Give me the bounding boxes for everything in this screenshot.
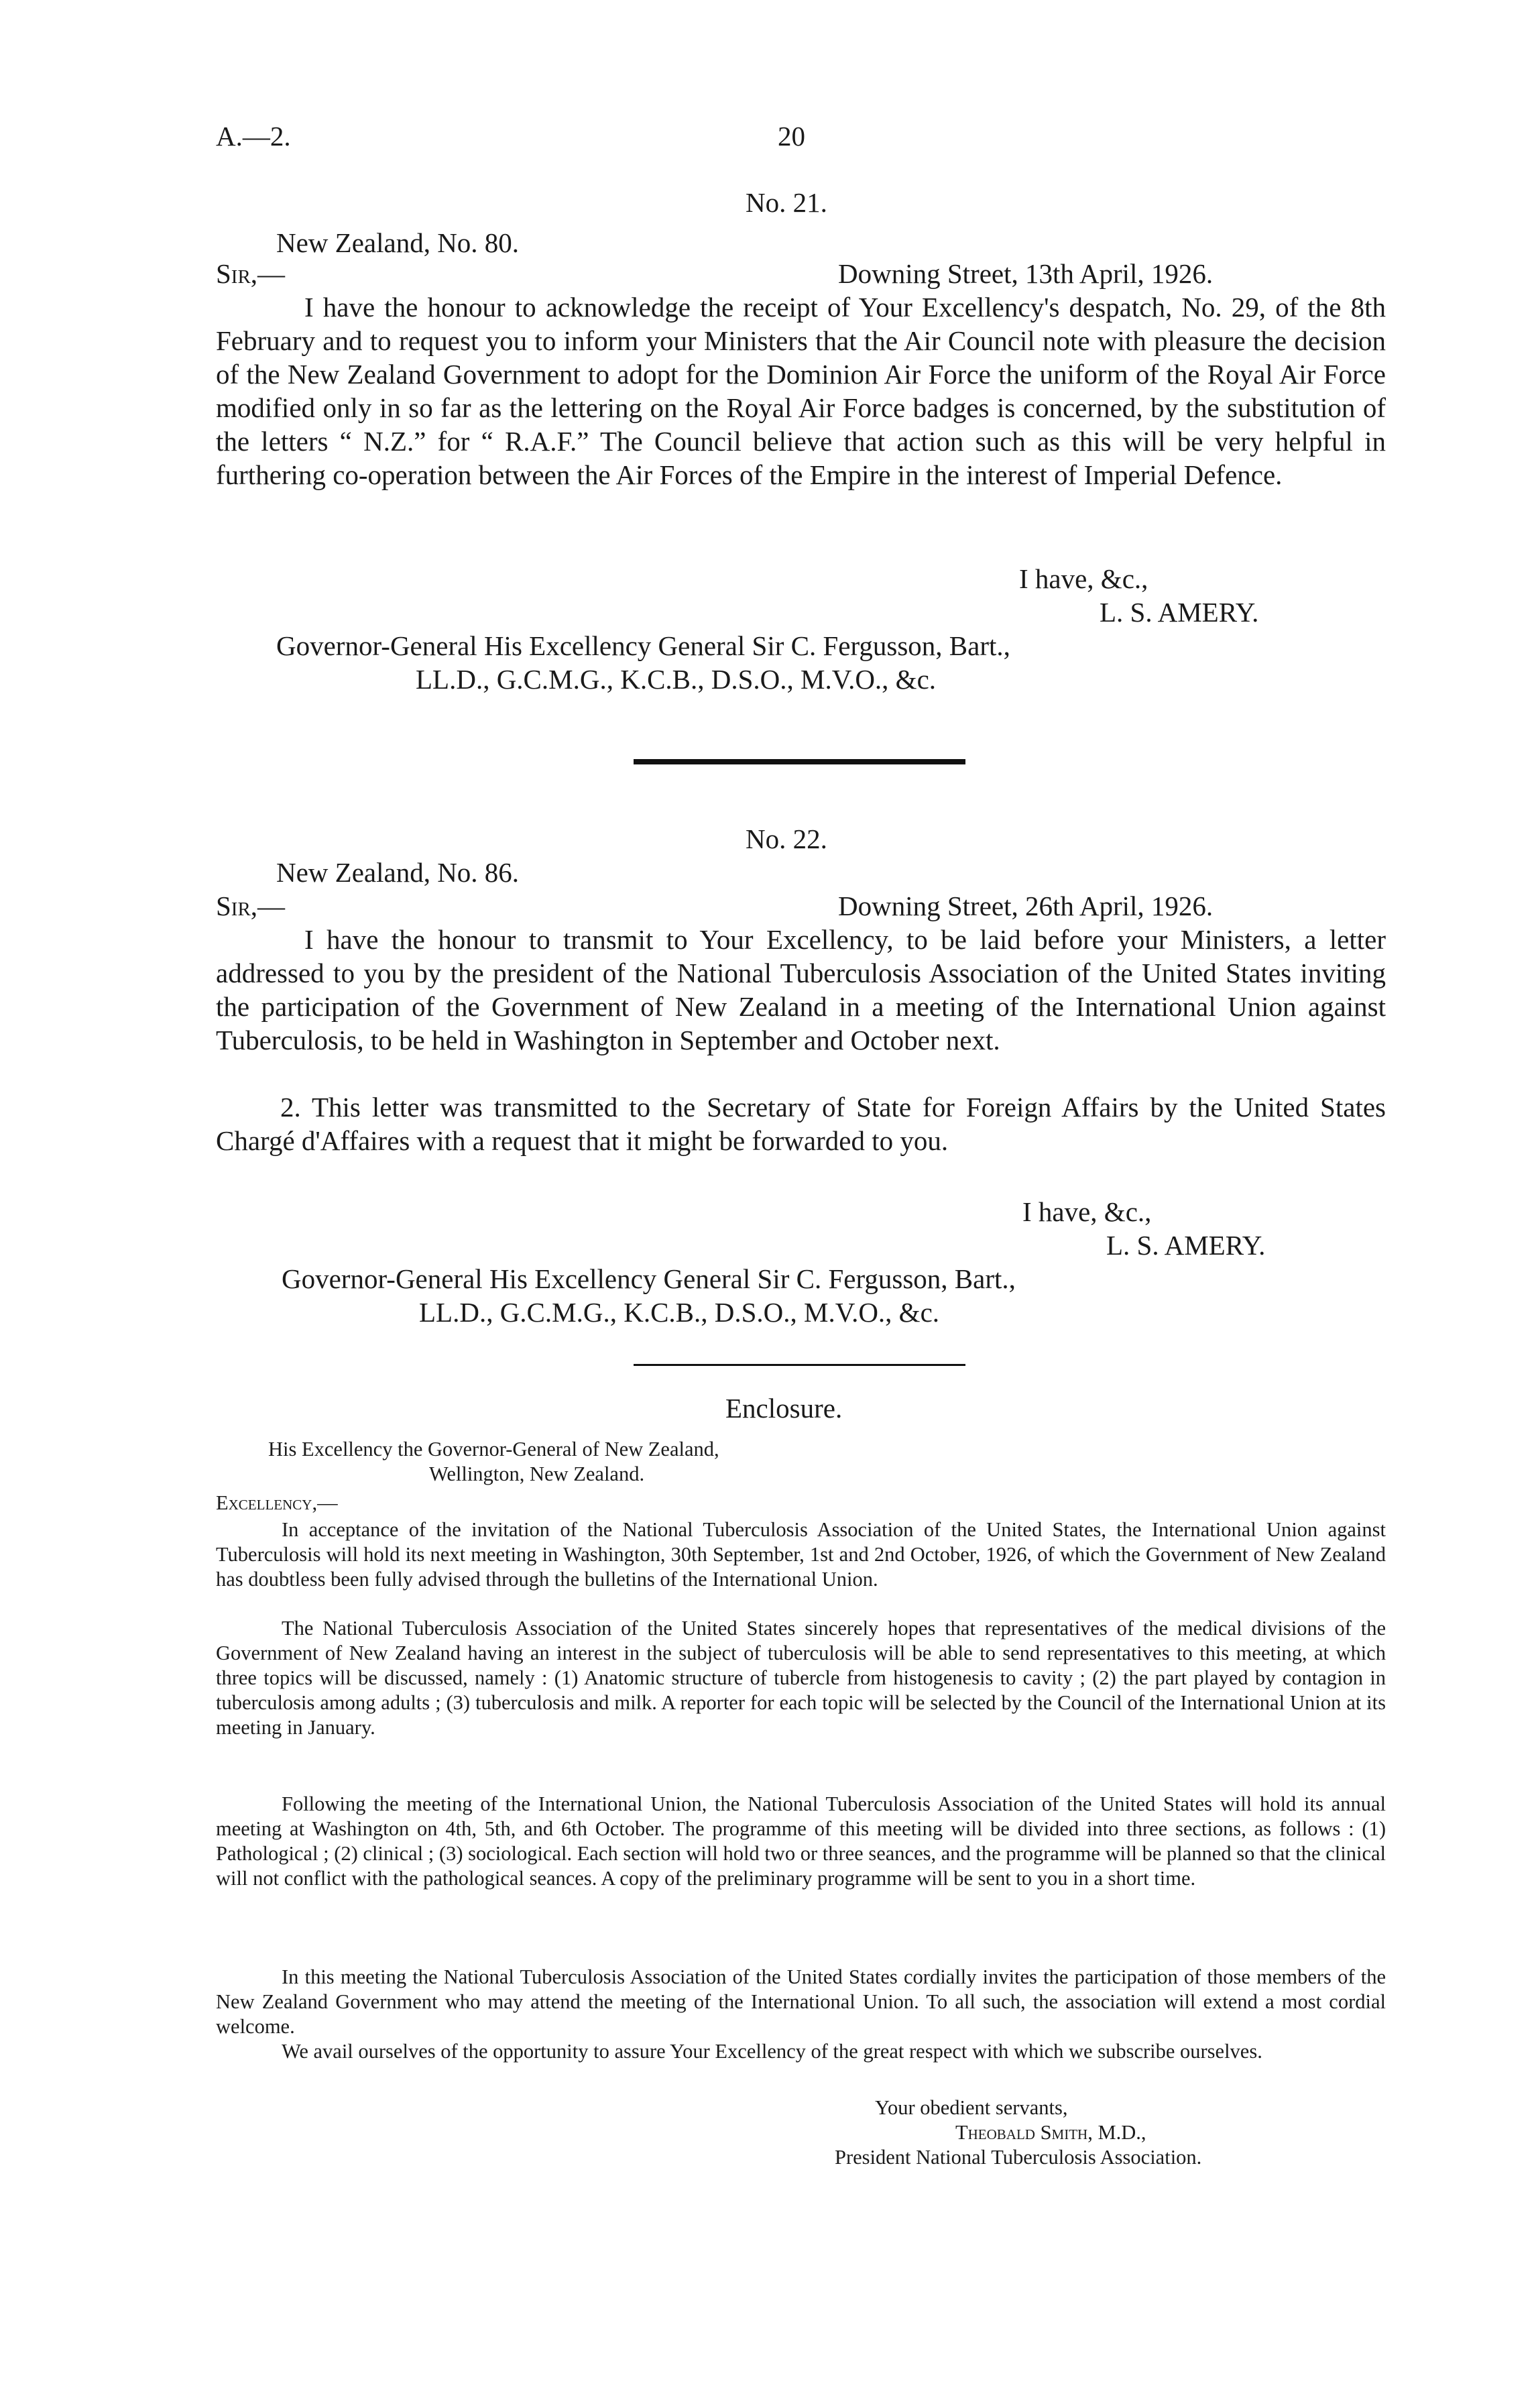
enclosure-paragraph: In acceptance of the invitation of the National Tuberculosis Association of the United States, the International Union against Tuberculosis will hold its next meeting in Washington, 30th September, 1st and 2nd October, 1926, of which the Government of New Zealand has doubtless been fully advised through the bulletins of the International Union. (216, 1518, 1386, 1591)
enclosure-paragraph: Following the meeting of the International Union, the National Tuberculosis Association of the United States will hold its annual meeting at Washington on 4th, 5th, and 6th October. The programme of this meeting will be divided into three sections, as follows : (1) Pathological ; (2) clinical ; (3) sociological. Each section will hold two or three seances, and the programme will be planned so that the clinical will not conflict with the pathological seances. A copy of the preliminary programme will be sent to you in a short time. (216, 1792, 1386, 1890)
letter-body: I have the honour to acknowledge the receipt of Your Excellency's despatch, No. 29, of the 8th February and to request you to inform your Ministers that the Air Council note with pleasure the decision of the New Zealand Government to adopt for the Dominion Air Force the uniform of the Royal Air Force modified only in so far as the lettering on the Royal Air Force badges is concerned, by the substitution of the letters “ N.Z.” for “ R.A.F.” The Council believe that action such as this will be very helpful in furthering co-operation between the Air Forces of the Empire in the interest of Imperial Defence. (216, 292, 1386, 490)
enclosure-signatory-title: President National Tuberculosis Association. (835, 2146, 1202, 2169)
signature: L. S. AMERY. (1100, 597, 1259, 628)
letter-paragraph: 2. This letter was transmitted to the Secretary of State for Foreign Affairs by the United States Chargé d'Affaires with a request that it might be forwarded to you. (216, 1092, 1386, 1156)
place-date: Downing Street, 13th April, 1926. (838, 258, 1214, 289)
enclosure-paragraph: We avail ourselves of the opportunity to assure Your Excellency of the great respect with which we subscribe ourselves. (282, 2040, 1262, 2063)
addressee-line: Governor-General His Excellency General Sir C. Fergusson, Bart., (282, 1263, 1016, 1294)
salutation: Sir,— (216, 258, 286, 289)
letter-number: No. 21. (746, 187, 827, 218)
enclosure-closing: Your obedient servants, (875, 2096, 1068, 2119)
enclosure-salutation: Excellency,— (216, 1491, 338, 1514)
section-divider (634, 759, 965, 764)
enclosure-address-line: His Excellency the Governor-General of New Zealand, (268, 1438, 719, 1460)
signature: L. S. AMERY. (1106, 1230, 1266, 1261)
closing: I have, &c., (1019, 563, 1148, 594)
page-number: 20 (778, 121, 805, 152)
enclosure-paragraph: In this meeting the National Tuberculosis Association of the United States cordially invites the participation of those members of the New Zealand Government who may attend the meeting of the International Union. To all such, the association will extend a most cordial welcome. (216, 1965, 1386, 2038)
enclosure-signatory: Theobald Smith, M.D., (955, 2121, 1146, 2144)
closing: I have, &c., (1022, 1196, 1152, 1227)
enclosure-heading: Enclosure. (725, 1393, 843, 1424)
addressee-line: LL.D., G.C.M.G., K.C.B., D.S.O., M.V.O., &c. (416, 664, 937, 695)
enclosure-address-line: Wellington, New Zealand. (429, 1463, 645, 1485)
letter-series: New Zealand, No. 86. (276, 857, 520, 888)
place-date: Downing Street, 26th April, 1926. (838, 891, 1214, 921)
letter-paragraph: I have the honour to transmit to Your Excellency, to be laid before your Ministers, a letter addressed to you by the president of the National Tuberculosis Association of the United States inviting the participation of the Government of New Zealand in a meeting of the International Union against Tuberculosis, to be held in Washington in September and October next. (216, 924, 1386, 1055)
letter-series: New Zealand, No. 80. (276, 227, 520, 258)
salutation: Sir,— (216, 891, 286, 921)
section-divider (634, 1364, 965, 1366)
addressee-line: LL.D., G.C.M.G., K.C.B., D.S.O., M.V.O., &c. (419, 1297, 940, 1328)
document-reference: A.—2. (216, 121, 291, 152)
enclosure-paragraph: The National Tuberculosis Association of the United States sincerely hopes that representatives of the medical divisions of the Government of New Zealand having an interest in the subject of tuberculosis will be able to send representatives to this meeting, at which three topics will be discussed, namely : (1) Anatomic structure of tubercle from histogenesis to cavity ; (2) the part played by contagion in tuberculosis among adults ; (3) tuberculosis and milk. A reporter for each topic will be selected by the Council of the International Union at its meeting in January. (216, 1617, 1386, 1739)
letter-number: No. 22. (746, 823, 827, 854)
addressee-line: Governor-General His Excellency General Sir C. Fergusson, Bart., (276, 630, 1010, 661)
